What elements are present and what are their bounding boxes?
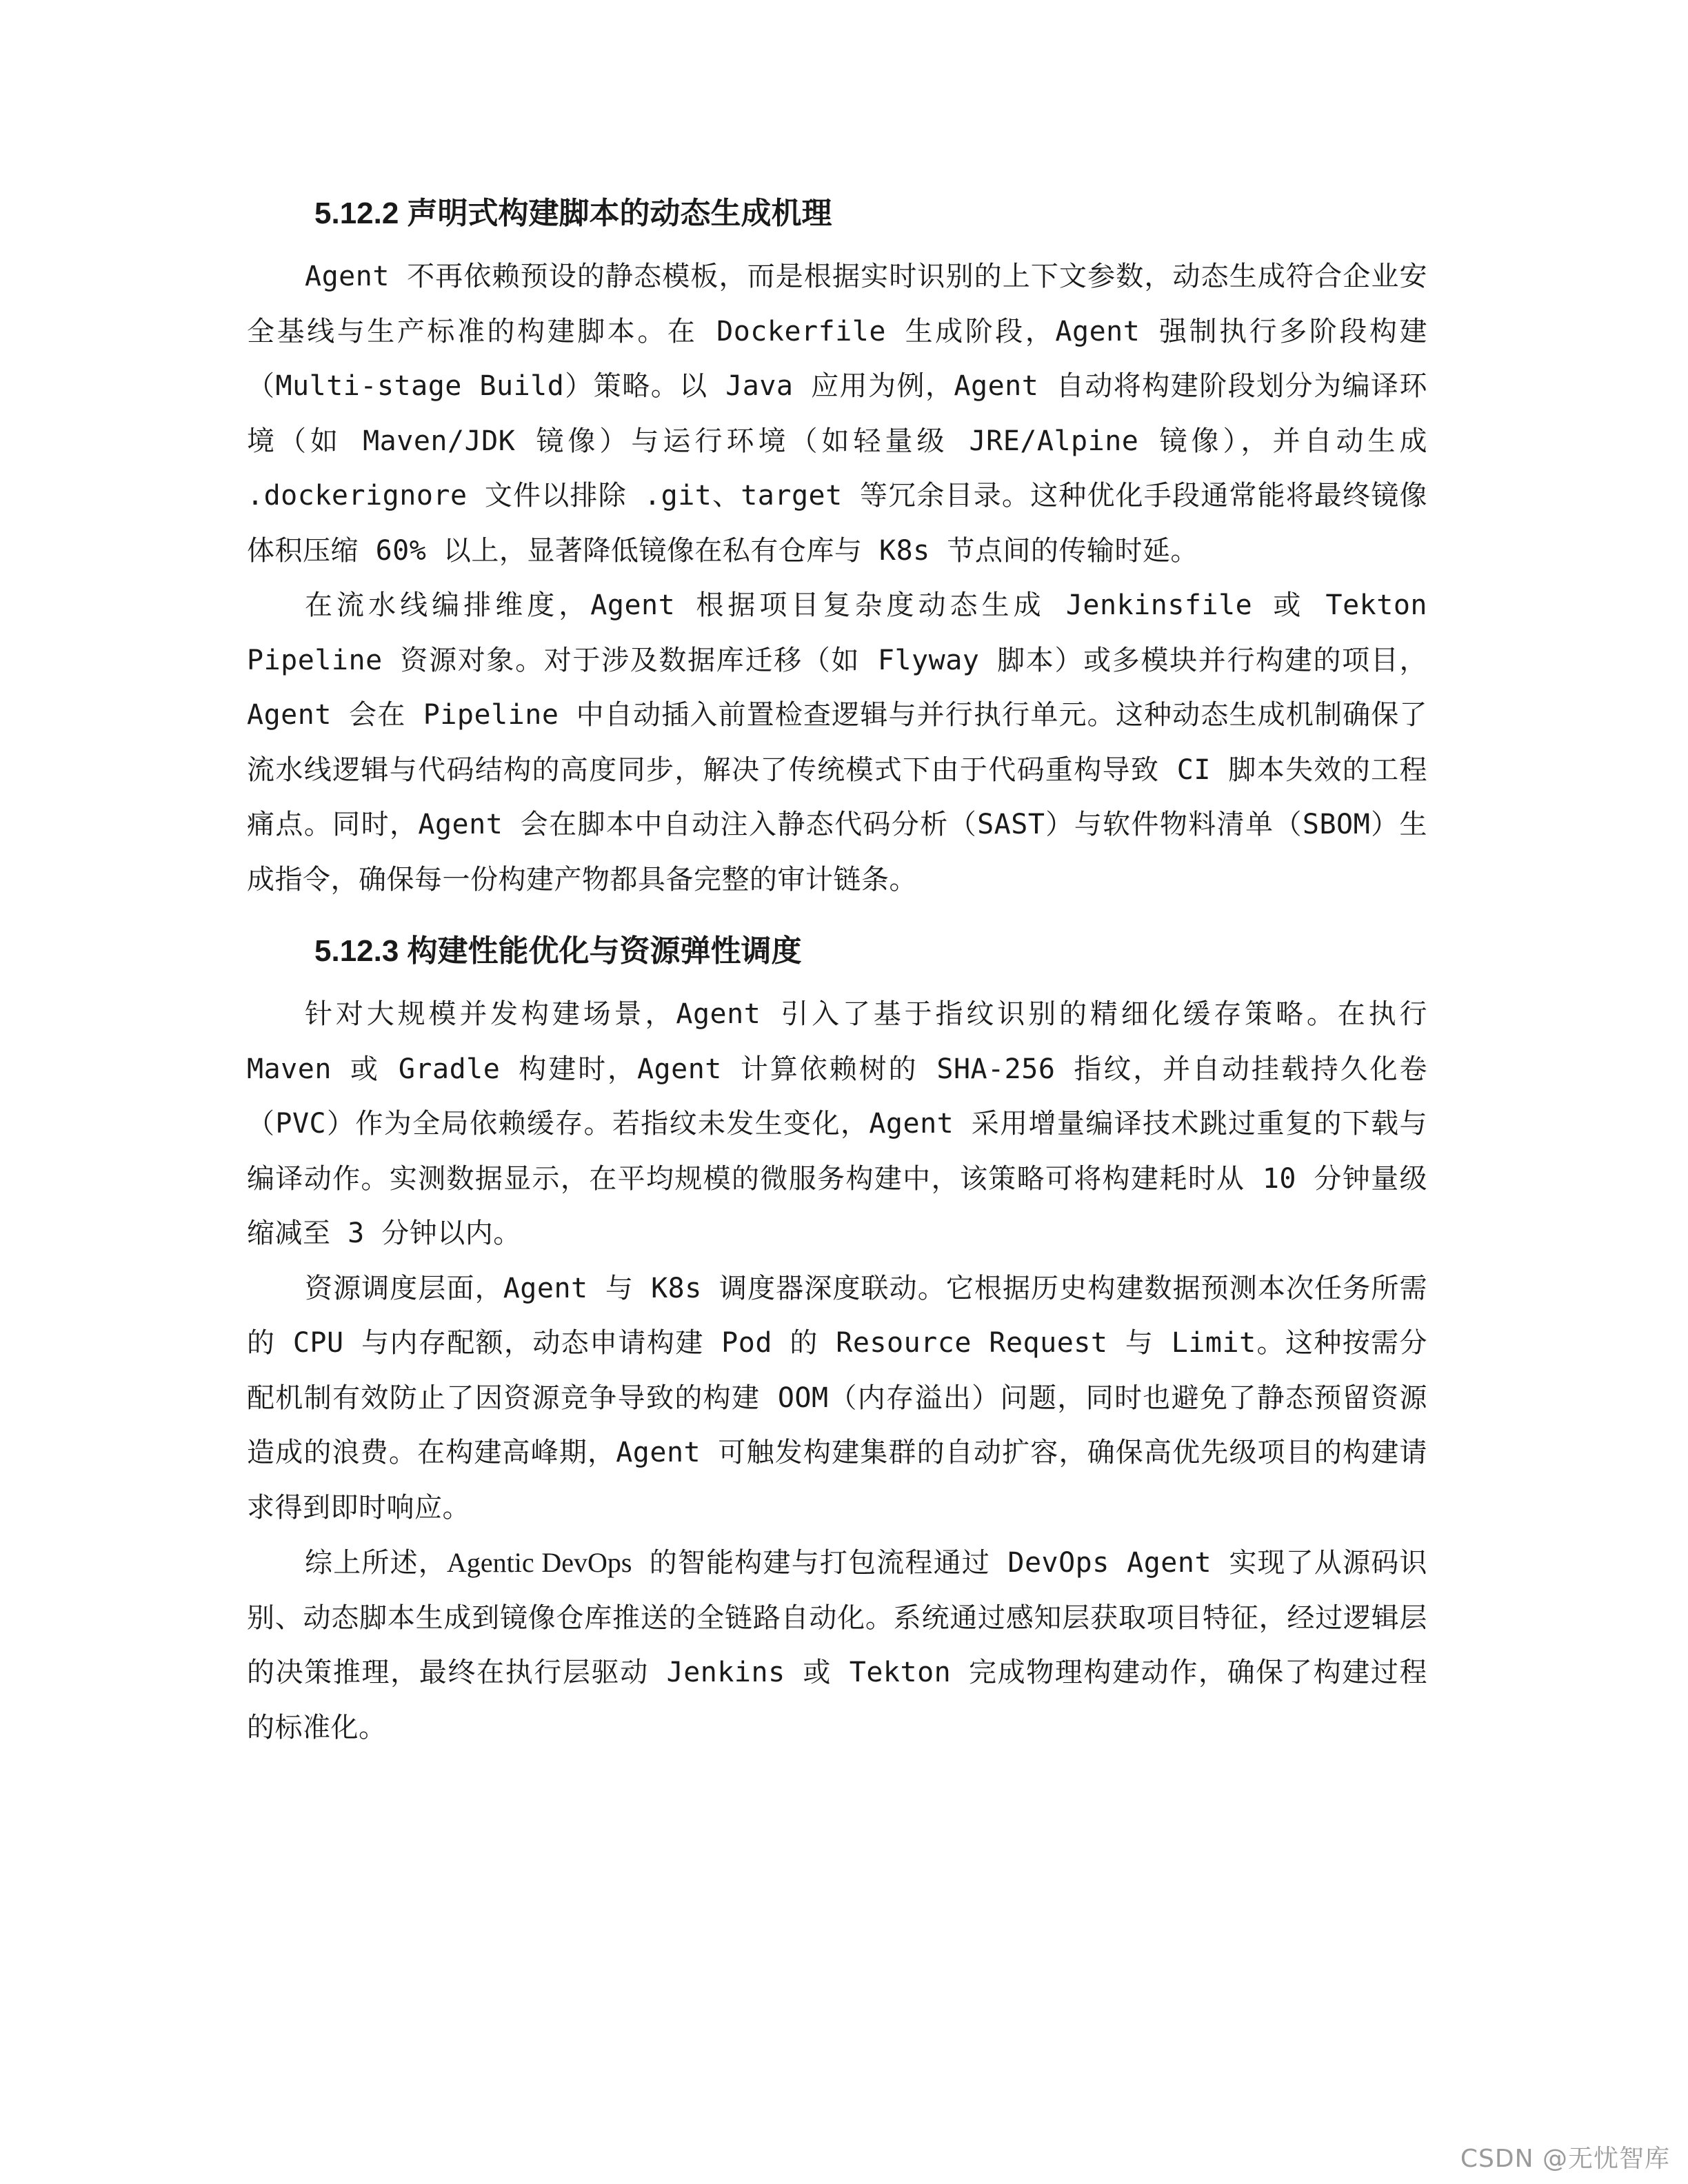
- paragraph-summary: [247, 1535, 1427, 1755]
- paragraph-resource-scheduling: 资源调度层面，Agent 与 K8s 调度器深度联动。它根据历史构建数据预测本次任务所需的 CPU 与内存配额，动态申请构建 Pod 的 Resource Request 与 Limit。这种按需分配机制有效防止了因资源竞争导致的构建 OOM（内存溢出）问题，同时也避免了静态预留资源造成的浪费。在构建高峰期，Agent 可触发构建集群的自动扩容，确保高优先级项目的构建请求得到即时响应。: [247, 1272, 1427, 1524]
- paragraph-build-cache: 针对大规模并发构建场景，Agent 引入了基于指纹识别的精细化缓存策略。在执行 Maven 或 Gradle 构建时，Agent 计算依赖树的 SHA-256 指纹，并自动挂载持久化卷（PVC）作为全局依赖缓存。若指纹未发生变化，Agent 采用增量编译技术跳过重复的下载与编译动作。实测数据显示，在平均规模的微服务构建中，该策略可将构建耗时从 10 分钟量级缩减至 3 分钟以内。: [247, 998, 1427, 1249]
- summary-highlight: Agentic DevOps: [447, 1547, 632, 1578]
- summary-rest: 的智能构建与打包流程通过 DevOps Agent 实现了从源码识别、动态脚本生成到镜像仓库推送的全链路自动化。系统通过感知层获取项目特征，经过逻辑层的决策推理，最终在执行层驱动 Jenkins 或 Tekton 完成物理构建动作，确保了构建过程的标准化。: [247, 1547, 1428, 1743]
- section-heading-5-12-3: 5.12.3 构建性能优化与资源弹性调度: [314, 934, 802, 968]
- summary-prefix: 综上所述，: [305, 1547, 447, 1579]
- paragraph-pipeline-orchestration: 在流水线编排维度，Agent 根据项目复杂度动态生成 Jenkinsfile 或 Tekton Pipeline 资源对象。对于涉及数据库迁移（如 Flyway 脚本）或多模块并行构建的项目，Agent 会在 Pipeline 中自动插入前置检查逻辑与并行执行单元。这种动态生成机制确保了流水线逻辑与代码结构的高度同步，解决了传统模式下由于代码重构导致 CI 脚本失效的工程痛点。同时，Agent 会在脚本中自动注入静态代码分析（SAST）与软件物料清单（SBOM）生成指令，确保每一份构建产物都具备完整的审计链条。: [247, 589, 1427, 896]
- csdn-watermark: CSDN @无忧智库: [1460, 2145, 1670, 2173]
- paragraph-dockerfile-generation: Agent 不再依赖预设的静态模板，而是根据实时识别的上下文参数，动态生成符合企业安全基线与生产标准的构建脚本。在 Dockerfile 生成阶段，Agent 强制执行多阶段构建（Multi-stage Build）策略。以 Java 应用为例，Agent 自动将构建阶段划分为编译环境（如 Maven/JDK 镜像）与运行环境（如轻量级 JRE/Alpine 镜像），并自动生成 .dockerignore 文件以排除 .git、target 等冗余目录。这种优化手段通常能将最终镜像体积压缩 60% 以上，显著降低镜像在私有仓库与 K8s 节点间的传输时延。: [247, 261, 1427, 567]
- document-page: [247, 193, 1427, 1755]
- section-heading-5-12-2: 5.12.2 声明式构建脚本的动态生成机理: [314, 196, 832, 230]
